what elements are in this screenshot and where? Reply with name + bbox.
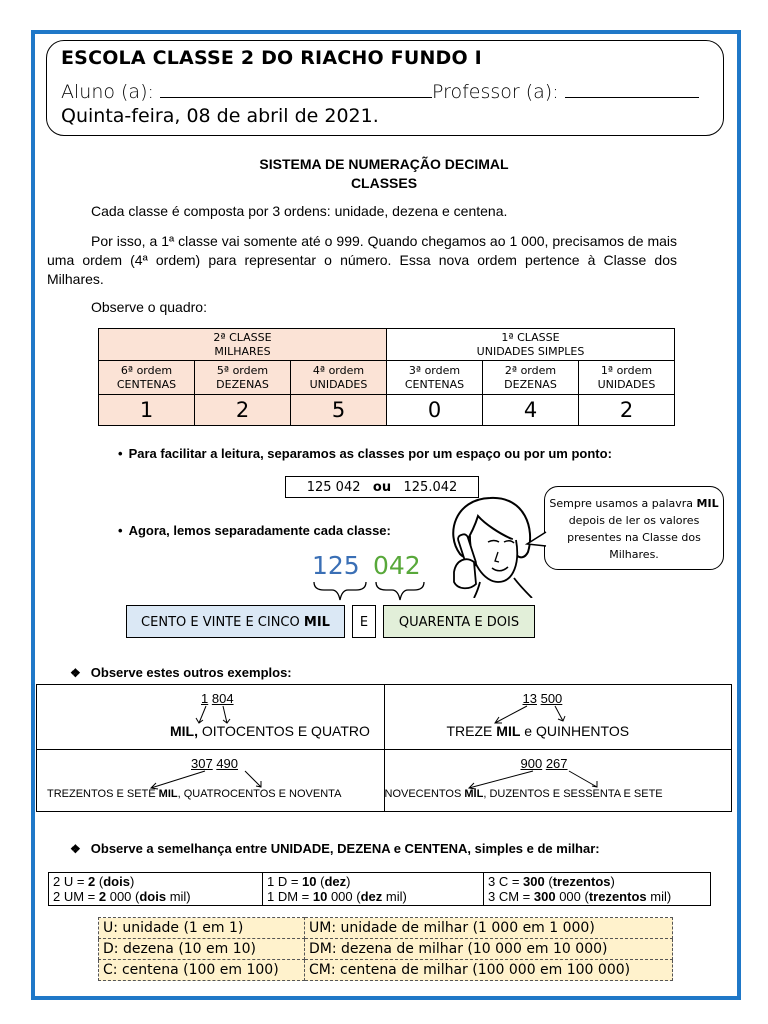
unit-text: : unidade de milhar (1 000 em 1 000) xyxy=(331,920,595,936)
unit-abbr: CM xyxy=(309,962,331,978)
unit-text: : dezena (10 em 10) xyxy=(113,941,257,957)
example-mil: MIL xyxy=(496,723,521,739)
student-blank[interactable] xyxy=(160,81,432,98)
sim-rest: 000 ( xyxy=(555,889,589,904)
speech-bubble xyxy=(544,486,724,570)
digit-cell: 4 xyxy=(483,395,579,426)
units-cell xyxy=(99,960,305,981)
sim-word: dois xyxy=(103,874,130,889)
sim-word: trezentos xyxy=(588,889,647,904)
sim-number: 300 xyxy=(523,874,545,889)
sim-number: 300 xyxy=(533,889,556,904)
example-reading xyxy=(447,723,630,739)
similarity-heading-text: Observe a semelhança entre UNIDADE, DEZENA e CENTENA, simples e de milhar: xyxy=(90,841,600,856)
braces xyxy=(310,580,430,604)
units-table xyxy=(98,917,673,981)
unit-abbr: D xyxy=(103,941,114,957)
sim-word: trezentos xyxy=(552,874,611,889)
order-name: UNIDADES xyxy=(597,377,656,391)
title-line2: CLASSES xyxy=(350,175,418,191)
bubble-tail xyxy=(525,530,547,552)
sim-prefix: 3 CM = xyxy=(488,889,534,904)
class2-reading-text: CENTO E VINTE E CINCO xyxy=(141,615,304,630)
order-label: 6ª ordem xyxy=(120,363,173,377)
examples-heading-text: Observe estes outros exemplos: xyxy=(90,665,292,680)
order-cell xyxy=(387,361,483,395)
paragraph-1: Cada classe é composta por 3 ordens: unidade, dezena e centena. xyxy=(91,203,508,219)
order-label: 2ª ordem xyxy=(504,363,557,377)
brace-left xyxy=(314,582,366,600)
sim-paren: ) xyxy=(610,874,615,889)
example-number xyxy=(521,756,568,771)
unit-text: : centena (100 em 100) xyxy=(112,962,279,978)
class2-reading-box xyxy=(126,605,345,638)
sim-word: dez xyxy=(324,874,347,889)
arrow-path xyxy=(151,771,261,789)
sim-paren: ( xyxy=(95,874,104,889)
sim-number: 2 xyxy=(88,874,96,889)
class2-name: 2ª CLASSE xyxy=(213,330,272,344)
example-cell xyxy=(384,750,732,812)
similarity-cell xyxy=(263,873,484,906)
hand xyxy=(454,559,476,588)
example-rest: e QUINHENTOS xyxy=(520,723,630,739)
sim-end: mil) xyxy=(166,889,191,904)
example-mil: MIL xyxy=(464,788,484,800)
sim-rest: 000 ( xyxy=(327,889,361,904)
sim-paren: ) xyxy=(346,874,351,889)
example-class1: 804 xyxy=(211,691,234,706)
arrow-path xyxy=(196,706,230,723)
sim-paren: ) xyxy=(129,874,135,889)
arrow-path xyxy=(495,706,565,723)
header-box xyxy=(46,40,724,136)
example-space: 125 042 xyxy=(306,480,361,495)
unit-text: : dezena de milhar (10 000 em 10 000) xyxy=(331,941,608,957)
class2-header xyxy=(99,329,387,361)
order-name: UNIDADES xyxy=(309,377,368,391)
example-dot: 125.042 xyxy=(403,480,458,495)
sim-word: dois xyxy=(139,889,167,904)
units-cell xyxy=(305,939,673,960)
sim-prefix: 1 DM = xyxy=(267,889,313,904)
sim-number: 10 xyxy=(302,874,317,889)
example-mil: MIL xyxy=(158,788,178,800)
digit-cell: 2 xyxy=(579,395,675,426)
unit-text: : unidade (1 em 1) xyxy=(113,920,244,936)
class1-sub: UNIDADES SIMPLES xyxy=(476,344,585,358)
order-cell xyxy=(483,361,579,395)
order-label: 3ª ordem xyxy=(408,363,461,377)
classes-table xyxy=(98,328,675,426)
units-cell xyxy=(99,939,305,960)
order-name: CENTENAS xyxy=(404,377,465,391)
example-rest: , DUZENTOS E SESSENTA E SETE xyxy=(483,788,663,800)
unit-abbr: C xyxy=(103,962,113,978)
unit-abbr: DM xyxy=(309,941,332,957)
example-class2: 13 xyxy=(522,691,537,706)
units-cell xyxy=(99,918,305,939)
class2-number: 125 xyxy=(312,551,360,580)
class2-sub: MILHARES xyxy=(214,344,271,358)
bubble-text-c: depois de ler os valores presentes na Classe dos Milhares. xyxy=(567,514,701,561)
examples-table xyxy=(36,684,732,812)
unit-text: : centena de milhar (100 000 em 100 000) xyxy=(330,962,631,978)
sim-end: mil) xyxy=(382,889,407,904)
class1-header xyxy=(387,329,675,361)
bullet-separate: • Para facilitar a leitura, separamos as classes por um espaço ou por um ponto: xyxy=(118,446,612,461)
sim-rest: 000 ( xyxy=(106,889,140,904)
example-class1: 490 xyxy=(216,756,239,771)
order-name: CENTENAS xyxy=(116,377,177,391)
or-word: ou xyxy=(372,480,392,495)
example-cell xyxy=(37,685,385,750)
units-cell xyxy=(305,960,673,981)
digit-cell: 0 xyxy=(387,395,483,426)
example-reading xyxy=(170,723,370,739)
sim-word: dez xyxy=(360,889,383,904)
order-label: 1ª ordem xyxy=(600,363,653,377)
sim-paren: ( xyxy=(316,874,325,889)
example-class1: 267 xyxy=(545,756,568,771)
example-first: NOVECENTOS xyxy=(384,788,465,800)
example-class2: 900 xyxy=(520,756,543,771)
title-line1: SISTEMA DE NUMERAÇÃO DECIMAL xyxy=(259,156,509,172)
paragraph-3: Observe o quadro: xyxy=(91,299,207,315)
order-label: 4ª ordem xyxy=(312,363,365,377)
example-reading xyxy=(47,788,341,800)
example-first: TREZENTOS E SETE xyxy=(47,788,159,800)
bubble-text-a: Sempre usamos a palavra xyxy=(549,497,697,510)
order-cell xyxy=(579,361,675,395)
order-cell xyxy=(195,361,291,395)
units-cell xyxy=(305,918,673,939)
example-class2: 1 xyxy=(201,691,209,706)
example-class1: 500 xyxy=(540,691,563,706)
similarity-table xyxy=(48,872,711,906)
example-rest: OITOCENTOS E QUATRO xyxy=(198,723,370,739)
digit-cell: 1 xyxy=(99,395,195,426)
example-class2: 307 xyxy=(191,756,213,771)
example-cell xyxy=(37,750,385,812)
order-cell xyxy=(291,361,387,395)
example-mil: MIL, xyxy=(170,723,198,739)
sim-prefix: 3 C = xyxy=(488,874,524,889)
sim-prefix: 1 D = xyxy=(267,874,303,889)
sim-prefix: 2 U = xyxy=(53,874,89,889)
order-name: DEZENAS xyxy=(216,377,269,391)
teacher-blank[interactable] xyxy=(565,81,699,98)
diamond-bullet-icon: ❖ xyxy=(70,842,81,856)
similarity-heading xyxy=(70,841,600,856)
sim-number: 10 xyxy=(312,889,328,904)
student-label: Aluno (a): xyxy=(61,81,154,103)
sim-paren: ( xyxy=(544,874,553,889)
order-name: DEZENAS xyxy=(504,377,557,391)
digit-cell: 2 xyxy=(195,395,291,426)
order-label: 5ª ordem xyxy=(216,363,269,377)
sim-end: mil) xyxy=(646,889,672,904)
example-first: TREZE xyxy=(446,723,497,739)
teacher-label: Professor (a): xyxy=(431,81,559,103)
diamond-bullet-icon: ❖ xyxy=(70,666,81,680)
example-cell xyxy=(384,685,732,750)
class1-reading-box: QUARENTA E DOIS xyxy=(383,605,535,638)
example-number xyxy=(201,691,234,706)
unit-abbr: U xyxy=(103,920,114,936)
example-rest: , QUATROCENTOS E NOVENTA xyxy=(177,788,342,800)
class1-name: 1ª CLASSE xyxy=(501,330,560,344)
unit-abbr: UM xyxy=(309,920,332,936)
similarity-cell xyxy=(49,873,263,906)
bubble-text-mil: MIL xyxy=(696,497,719,510)
bubble-tail-path xyxy=(527,532,546,546)
bullet-read: • Agora, lemos separadamente cada classe: xyxy=(118,523,391,538)
sim-prefix: 2 UM = xyxy=(53,889,99,904)
brace-right xyxy=(376,582,424,600)
example-reading xyxy=(385,788,663,800)
class2-reading-mil: MIL xyxy=(303,615,330,630)
class1-number: 042 xyxy=(373,551,421,580)
student-teacher-line xyxy=(61,81,699,103)
and-box: E xyxy=(352,605,376,638)
date-line: Quinta-feira, 08 de abril de 2021. xyxy=(61,105,379,127)
face-outline xyxy=(470,536,517,582)
example-number xyxy=(523,691,563,706)
arrow-path xyxy=(469,771,597,789)
digit-cell: 5 xyxy=(291,395,387,426)
paragraph-2: Por isso, a 1ª classe vai somente até o 999. Quando chegamos ao 1 000, precisamos de mais uma ordem (4ª ordem) para representar o número. Essa nova ordem pertence à Classe dos Milhares. xyxy=(47,233,677,287)
order-cell xyxy=(99,361,195,395)
example-number xyxy=(191,756,238,771)
examples-heading xyxy=(70,665,292,680)
school-name: ESCOLA CLASSE 2 DO RIACHO FUNDO I xyxy=(61,47,482,69)
sim-number: 2 xyxy=(98,889,107,904)
similarity-cell xyxy=(484,873,711,906)
